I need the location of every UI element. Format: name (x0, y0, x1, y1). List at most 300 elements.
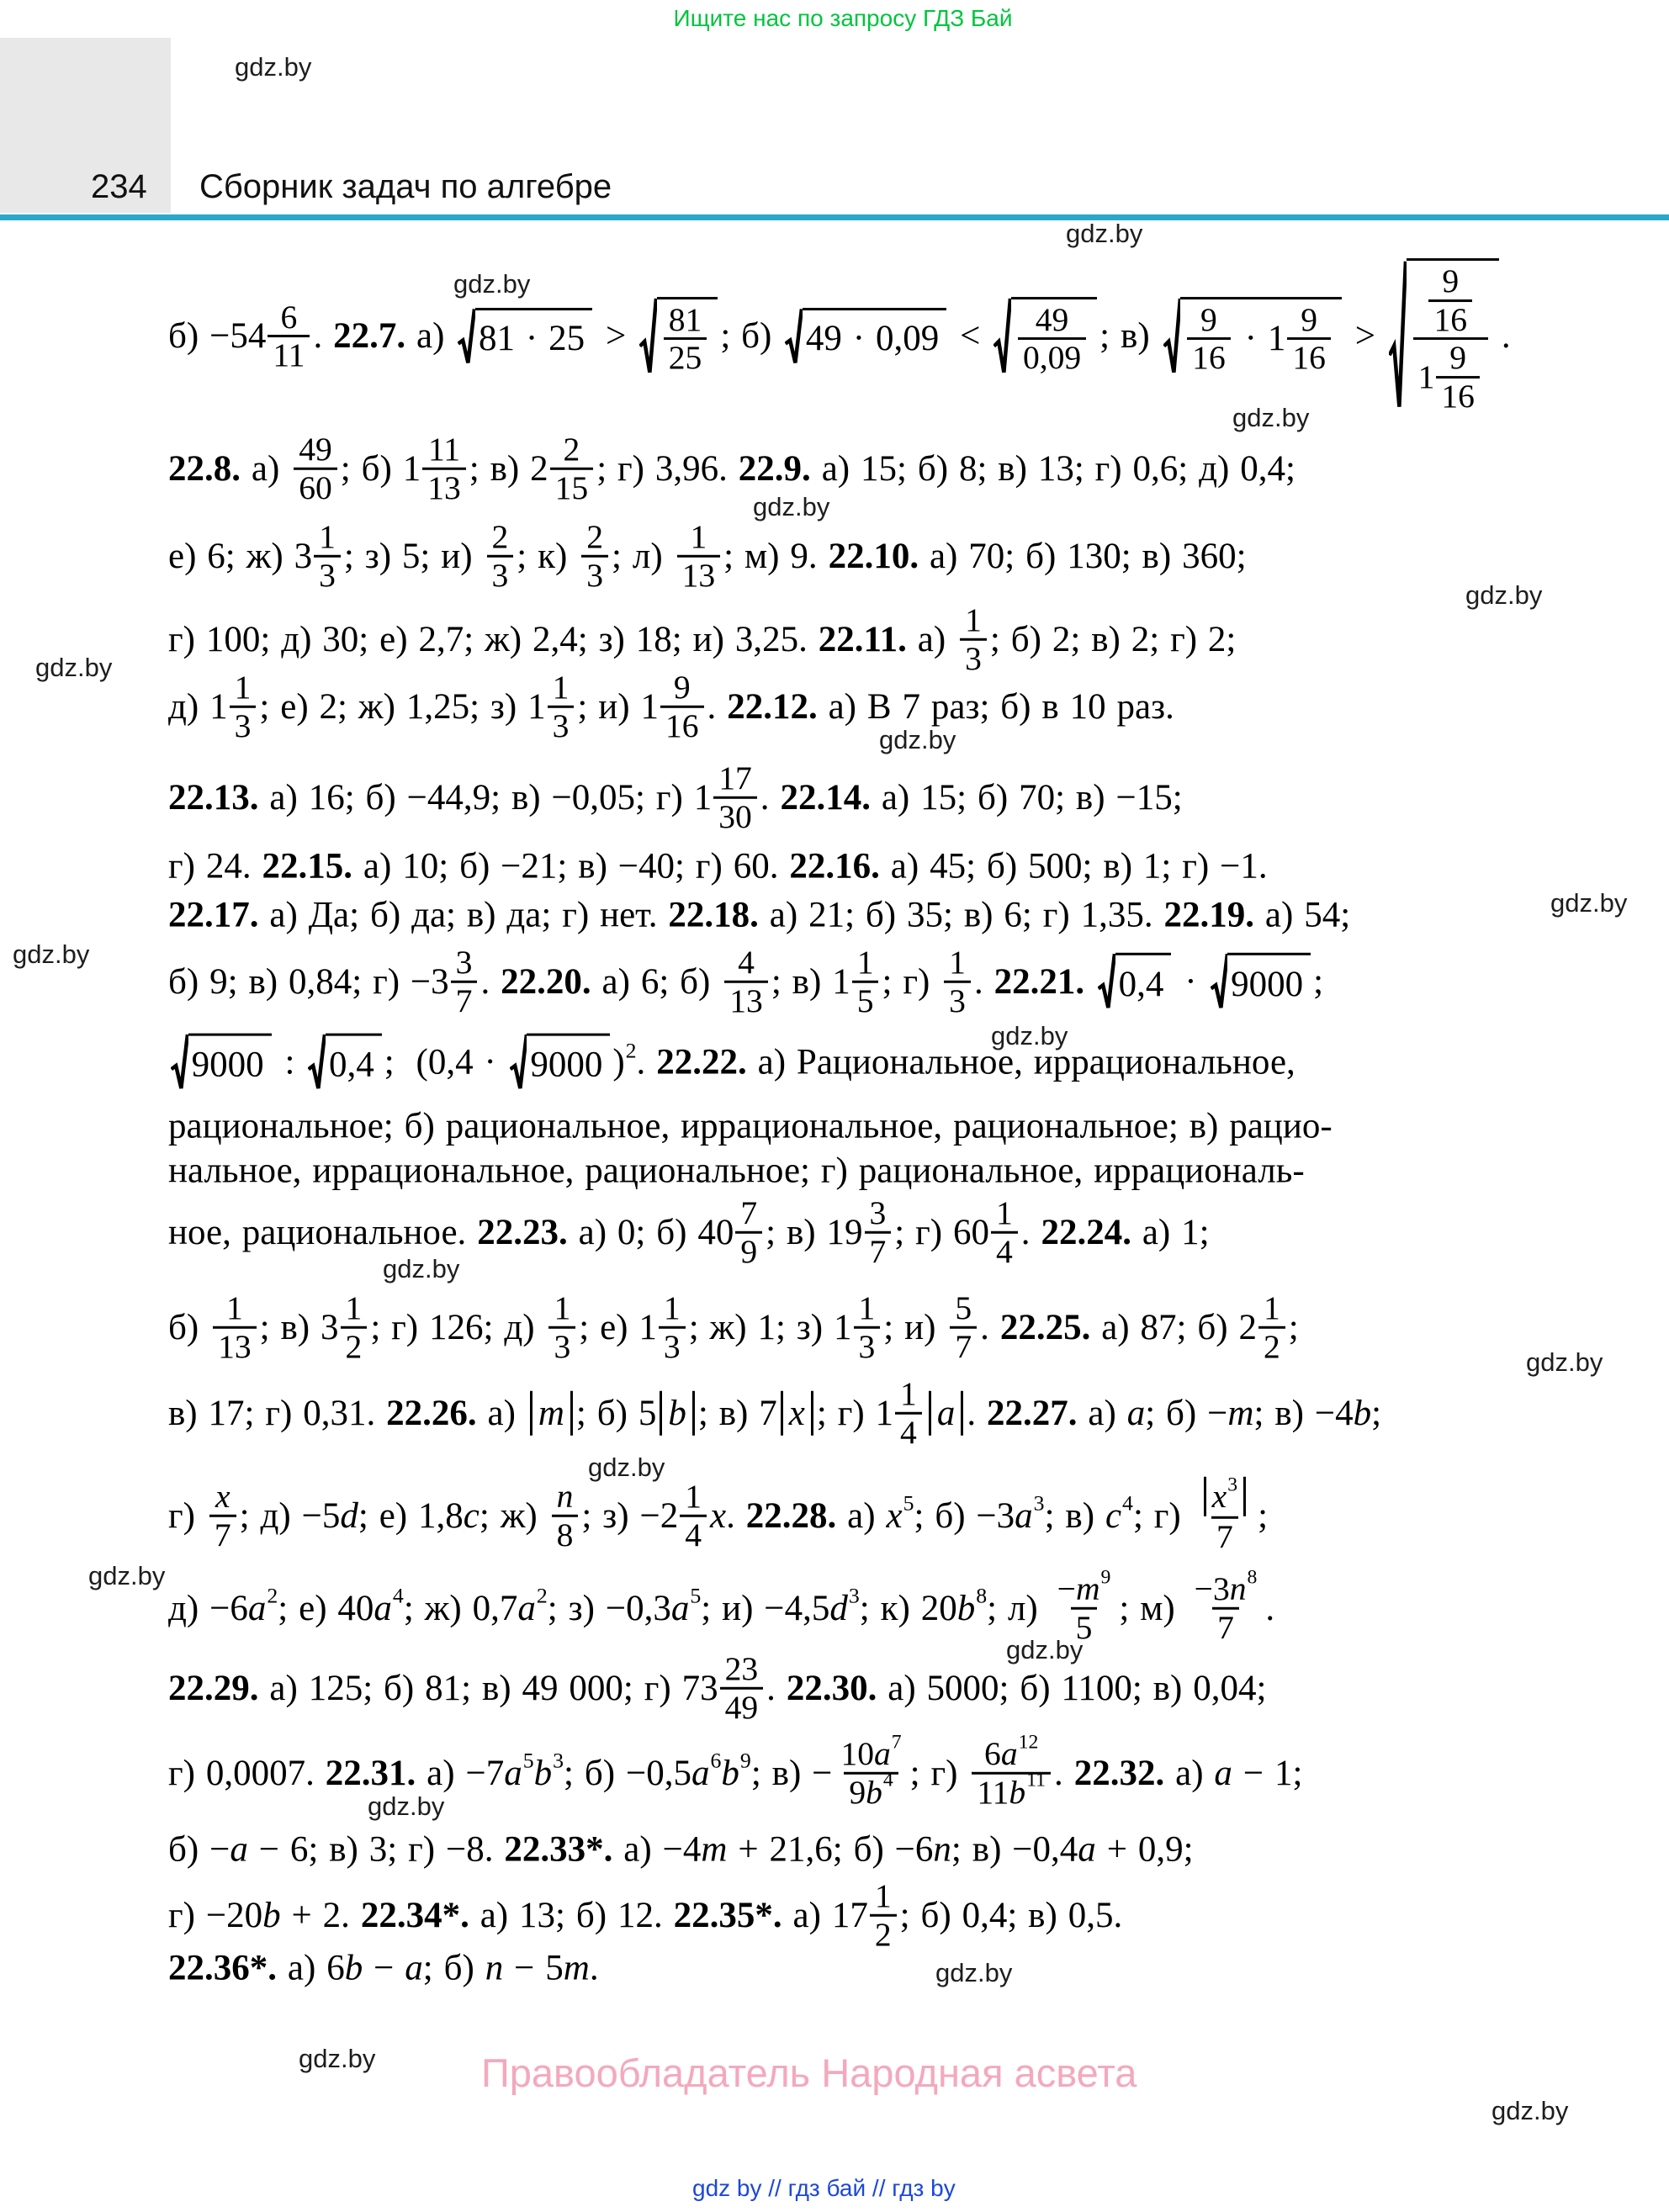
denominator: 16 (1428, 299, 1472, 338)
problem-number: 22.17. (168, 895, 259, 935)
text-run: б) − (168, 316, 230, 357)
problem-number: 22.10. (828, 536, 919, 576)
text-run: ное, рациональное. (168, 1212, 478, 1252)
denominator: 60 (294, 468, 337, 506)
numerator (835, 1731, 906, 1772)
denominator (1212, 1607, 1239, 1646)
text-run: − (1057, 1569, 1076, 1607)
sqrt-expression (1389, 258, 1499, 415)
whole-part: 1 (209, 686, 228, 727)
fraction (213, 1290, 257, 1364)
numerator: 9 (1301, 300, 1317, 338)
answers-line-16 (168, 1474, 1269, 1555)
text-run: ; з) 5; и) (343, 536, 484, 576)
text-run: а) Да; б) да; в) да; г) нет. (258, 895, 669, 935)
radicand (657, 297, 718, 376)
text-run: а) (906, 619, 957, 659)
sqrt-expression (171, 1034, 272, 1092)
text-run: ; ж) (479, 1495, 548, 1536)
text-run: ; в) (1044, 1495, 1105, 1536)
numerator: 7 (740, 1193, 758, 1231)
superscript: 9 (1100, 1566, 1111, 1589)
denominator: 49 (720, 1687, 764, 1726)
text-run: . (967, 1393, 987, 1433)
sqrt-expression (458, 308, 592, 366)
text-run: ; в) −4 (1253, 1393, 1354, 1433)
sqrt-expression (1163, 297, 1342, 376)
fraction (1287, 302, 1331, 376)
superscript: 3 (1227, 1474, 1238, 1496)
problem-number: 22.23. (477, 1212, 568, 1252)
variable: b (344, 1948, 363, 1988)
denominator: 9 (735, 1231, 762, 1270)
watermark: gdz.by (1232, 403, 1310, 432)
fraction (1189, 1566, 1263, 1646)
text-run: · (1174, 961, 1208, 1002)
numerator: 49 (299, 430, 332, 468)
text-run: . (313, 316, 334, 357)
watermark: gdz.by (1066, 219, 1143, 248)
text-run: −3 (1194, 1569, 1230, 1607)
fraction (972, 1731, 1051, 1811)
numerator: 81 (668, 300, 702, 338)
numerator: 17 (718, 759, 752, 796)
fraction (659, 1290, 686, 1364)
whole-part: 73 (681, 1668, 718, 1708)
denominator: 3 (548, 1326, 575, 1365)
text-run: ; ж) 1; з) (688, 1307, 834, 1347)
radical-icon (458, 308, 475, 366)
text-run: 9000 (191, 1045, 264, 1085)
numerator: 2 (586, 517, 604, 555)
text-run: ; з) − (581, 1495, 660, 1536)
numerator: 3 (869, 1193, 887, 1231)
text-run: а) В 7 раз; б) в 10 раз. (817, 686, 1174, 727)
answers-line-18 (168, 1651, 1266, 1725)
text-run: ; б) 5 (575, 1393, 657, 1433)
fraction (581, 519, 608, 593)
mixed-number (321, 1290, 370, 1364)
numerator: 1 (1263, 1289, 1280, 1326)
denominator: 4 (680, 1515, 707, 1553)
text-run: а) −7 (416, 1753, 505, 1793)
variable: m (1227, 1393, 1254, 1433)
fraction (1052, 1566, 1116, 1646)
radical-icon (1211, 953, 1228, 1011)
answers-line-5 (168, 669, 1174, 744)
variable: a (1214, 1753, 1232, 1793)
denominator: 5 (852, 981, 879, 1019)
variable: c (1105, 1495, 1122, 1536)
variable: x (1211, 1477, 1227, 1515)
answers-line-8 (168, 894, 1350, 935)
answers-line-13 (168, 1195, 1210, 1269)
superscript: 4 (1122, 1490, 1133, 1516)
variable: n (556, 1477, 574, 1515)
variable: b (956, 1588, 976, 1628)
text-run: − 1; (1232, 1753, 1303, 1793)
text-run: 8 (556, 1516, 574, 1553)
radical-icon (510, 1034, 527, 1092)
numerator (1189, 1566, 1263, 1607)
text-run: в) 17; г) 0,31. (168, 1393, 387, 1433)
superscript: 5 (903, 1490, 914, 1516)
text-run: ; е) 40 (278, 1588, 374, 1628)
radical-icon (308, 1034, 326, 1092)
whole-part: 60 (953, 1212, 989, 1252)
problem-number: 22.30. (786, 1668, 877, 1708)
text-run: > (1343, 316, 1386, 357)
text-run: а) 15; б) 70; в) −15; (870, 777, 1183, 818)
numerator: 4 (738, 943, 755, 981)
text-run: ; г) 3,96. (596, 448, 739, 489)
text-run: ; в) (1099, 316, 1161, 357)
variable: n (485, 1948, 504, 1988)
footer-links: gdz by // гдз бай // гдз by (692, 2175, 956, 2201)
numerator: 9 (673, 668, 691, 706)
whole-part: 1 (693, 777, 713, 818)
text-run: а) (1077, 1393, 1127, 1433)
absolute-value (530, 1390, 573, 1435)
text-run: а) Рациональное, иррациональное, (746, 1042, 1295, 1082)
denominator: 3 (960, 638, 987, 677)
numerator: 1 (996, 1193, 1013, 1231)
text-run: . (726, 1495, 746, 1536)
denominator: 3 (487, 555, 514, 594)
denominator: 4 (895, 1412, 922, 1451)
mixed-number (530, 431, 596, 505)
text-run: ; б) −3 (914, 1495, 1015, 1536)
numerator: 1 (554, 1289, 571, 1326)
answers-line-4 (168, 602, 1236, 676)
denominator: 13 (724, 981, 768, 1019)
numerator: 1 (856, 943, 874, 981)
radical-icon (639, 297, 657, 376)
fraction (230, 669, 257, 744)
sqrt-expression (308, 1034, 381, 1092)
variable: a (1000, 1734, 1018, 1772)
variable: m (538, 1393, 564, 1433)
fraction (548, 669, 575, 744)
denominator: 25 (664, 338, 707, 377)
watermark: gdz.by (588, 1453, 665, 1482)
text-run: ; б) −0,5 (564, 1753, 691, 1793)
text-run: г) −20 (168, 1895, 263, 1935)
superscript: 3 (848, 1583, 860, 1608)
text-run: а) 1; (1131, 1212, 1210, 1252)
problem-number: 22.26. (386, 1393, 477, 1433)
variable: d (829, 1588, 848, 1628)
numerator: 5 (955, 1289, 972, 1326)
numerator: 11 (427, 430, 461, 468)
text-run: 11 (977, 1773, 1009, 1811)
watermark: gdz.by (879, 725, 956, 754)
mixed-number (827, 1195, 895, 1269)
numerator (1420, 263, 1481, 337)
text-run: ; з) −0,3 (547, 1588, 671, 1628)
problem-number: 22.31. (325, 1753, 416, 1793)
answers-line-15 (168, 1376, 1381, 1450)
text-run: . (480, 961, 501, 1002)
text-run: ; е) 2; ж) 1,25; з) (259, 686, 528, 727)
denominator: 11 (268, 336, 310, 374)
denominator: 3 (548, 706, 575, 744)
text-run: ; к) 20 (859, 1588, 957, 1628)
denominator (1413, 338, 1488, 415)
watermark: gdz.by (1526, 1347, 1603, 1377)
text-run: ; и) (577, 686, 641, 727)
superscript: 9 (739, 1748, 751, 1773)
absolute-value (781, 1390, 813, 1435)
fraction (991, 1195, 1018, 1269)
fraction (209, 1479, 236, 1553)
fraction (1018, 302, 1086, 376)
watermark: gdz.by (453, 269, 531, 299)
absolute-value (660, 1390, 695, 1435)
mixed-number (1418, 341, 1483, 415)
whole-part: 2 (660, 1495, 679, 1536)
superscript: 3 (1033, 1490, 1045, 1516)
superscript: 7 (891, 1731, 902, 1754)
fraction (314, 519, 341, 593)
text-run: ; е) (579, 1307, 639, 1347)
text-run: ; д) −5 (239, 1495, 341, 1536)
numerator (210, 1479, 236, 1515)
variable: b (1009, 1773, 1026, 1811)
text-run: а) 10; б) −21; в) −40; г) 60. (352, 846, 790, 886)
whole-part: 1 (402, 448, 421, 489)
text-run: а) 0; б) (567, 1212, 698, 1252)
text-run: д) −6 (168, 1588, 248, 1628)
text-run: . (766, 1668, 787, 1708)
numerator: 1 (690, 517, 707, 555)
variable: a (691, 1753, 710, 1793)
variable: a (1015, 1495, 1033, 1536)
superscript: 2 (536, 1583, 548, 1608)
superscript: 12 (1018, 1731, 1039, 1754)
fraction (950, 1290, 977, 1364)
text-run: : (273, 1042, 306, 1082)
text-run: ; б) (422, 1948, 485, 1988)
sqrt-expression (510, 1034, 611, 1092)
text-run: д) (168, 686, 210, 727)
fraction (451, 945, 478, 1019)
denominator: 16 (1436, 376, 1480, 415)
superscript: 8 (976, 1583, 988, 1608)
text-run: а) (1164, 1753, 1215, 1793)
whole-part: 1 (1417, 358, 1435, 396)
superscript: 8 (1247, 1566, 1258, 1589)
denominator: 0,09 (1018, 338, 1086, 377)
radicand (1115, 953, 1172, 1011)
text-run: а) 21; б) 35; в) 6; г) 1,35. (758, 895, 1164, 935)
watermark: gdz.by (753, 492, 830, 521)
fraction (1428, 263, 1472, 337)
numerator: 1 (552, 668, 570, 706)
fraction (1436, 341, 1480, 415)
sqrt-expression (993, 297, 1097, 376)
book-title: Сборник задач по алгебре (199, 168, 612, 205)
radicand (326, 1034, 382, 1092)
denominator: 7 (950, 1326, 977, 1365)
answers-line-3 (168, 519, 1247, 593)
text-run: ; в) − (750, 1753, 833, 1793)
variable: b (262, 1895, 281, 1935)
denominator: 3 (659, 1326, 686, 1365)
text-run: . (973, 961, 994, 1002)
text-run: ; г) (894, 1212, 953, 1252)
denominator: 4 (991, 1231, 1018, 1270)
mixed-number (682, 1651, 767, 1725)
whole-part: 2 (1238, 1307, 1257, 1347)
text-run: + 0,9; (1095, 1829, 1194, 1870)
fraction (1258, 1290, 1285, 1364)
text-run: г) 24. (168, 846, 262, 886)
denominator: 13 (677, 555, 721, 594)
mixed-number (209, 669, 259, 744)
watermark: gdz.by (1550, 888, 1628, 918)
radicand (1011, 297, 1097, 376)
mixed-number (403, 431, 469, 505)
problem-number: 22.22. (656, 1042, 747, 1082)
superscript: 6 (710, 1748, 722, 1773)
numerator: 1 (234, 668, 252, 706)
fraction (720, 1651, 764, 1725)
absolute-value (929, 1390, 964, 1435)
text-run: а) −4 (612, 1829, 702, 1870)
text-run: ; ж) 0,7 (403, 1588, 518, 1628)
text-run: а) 87; б) (1090, 1307, 1239, 1347)
problem-number: 22.7. (333, 316, 406, 357)
text-run: − 5 (503, 1948, 564, 1988)
text-run: ; б) − (1145, 1393, 1228, 1433)
watermark: gdz.by (1465, 580, 1543, 610)
radicand (1227, 953, 1311, 1011)
answers-line-9 (168, 945, 1323, 1019)
numerator: 9 (1449, 339, 1467, 377)
variable: n (1229, 1569, 1247, 1607)
text-run: 5 (1075, 1608, 1093, 1646)
fraction (852, 945, 879, 1019)
text-run: а) 45; б) 500; в) 1; г) −1. (879, 846, 1268, 886)
whole-part: 1 (640, 686, 659, 727)
variable: d (340, 1495, 358, 1536)
whole-part: 3 (321, 1307, 339, 1347)
text-run: ; л) (612, 536, 674, 576)
radical-icon (1163, 297, 1181, 376)
mixed-number (527, 669, 577, 744)
fraction (944, 945, 971, 1019)
variable: n (933, 1829, 951, 1870)
mixed-number (834, 1290, 883, 1364)
answers-line-20 (168, 1828, 1194, 1870)
answers-line-22 (168, 1947, 599, 1988)
text-run: ; в) (469, 448, 531, 489)
numerator (1052, 1566, 1116, 1607)
numerator: 1 (858, 1289, 876, 1326)
denominator (844, 1769, 898, 1811)
mixed-number (640, 669, 707, 744)
problem-number: 22.19. (1163, 895, 1254, 935)
text-run: а) 70; б) 130; в) 360; (919, 536, 1247, 576)
problem-number: 22.29. (168, 1668, 259, 1708)
text-run: . (589, 1948, 599, 1988)
numerator (552, 1479, 579, 1515)
text-run: а) 13; б) 12. (469, 1895, 674, 1935)
denominator: 3 (230, 706, 257, 744)
whole-part: 1 (832, 961, 850, 1002)
whole-part: 2 (530, 448, 548, 489)
text-run: 0,4 (329, 1045, 374, 1085)
denominator (552, 1515, 579, 1553)
whole-part: 1 (834, 1307, 852, 1347)
watermark: gdz.by (35, 653, 113, 682)
header-rule (0, 214, 1669, 220)
superscript: 2 (267, 1583, 278, 1608)
text-run: а) 5000; б) 1100; в) 0,04; (877, 1668, 1267, 1708)
text-run: а) (836, 1495, 887, 1536)
fraction (552, 1479, 579, 1553)
denominator: 3 (581, 555, 608, 594)
watermark: gdz.by (1492, 2096, 1569, 2125)
answers-line-19 (168, 1731, 1303, 1811)
text-run: е) 6; ж) (168, 536, 294, 576)
answers-line-7 (168, 845, 1268, 886)
variable: b (721, 1753, 739, 1793)
text-run: ; г) (1132, 1495, 1192, 1536)
page-number: 234 (91, 168, 147, 205)
fraction (268, 299, 310, 373)
text-run: ; г) (909, 1753, 969, 1793)
absolute-value (1204, 1474, 1246, 1516)
problem-number: 22.21. (993, 961, 1085, 1002)
numerator: 1 (319, 517, 336, 555)
text-run: . (760, 777, 781, 818)
answers-line-14 (168, 1290, 1299, 1364)
text-run: ; в) (771, 961, 833, 1002)
text-run: . (1501, 316, 1511, 357)
copyright-notice: Правообладатель Народная асвета (481, 2051, 1137, 2095)
text-run: ; (1288, 1307, 1299, 1347)
problem-number: 22.11. (818, 619, 907, 659)
text-run: б) (168, 1307, 210, 1347)
text-run: 6 (984, 1734, 1001, 1772)
answers-line-1 (168, 258, 1511, 415)
variable: x (215, 1477, 230, 1515)
text-run: ; л) (987, 1588, 1049, 1628)
problem-number: 22.18. (668, 895, 759, 935)
whole-part: 40 (697, 1212, 734, 1252)
fraction (895, 1376, 922, 1450)
watermark: gdz.by (368, 1791, 445, 1821)
watermark: gdz.by (13, 939, 90, 969)
fraction (660, 669, 704, 744)
text-run: ; (1371, 1393, 1382, 1433)
denominator: 3 (314, 555, 341, 594)
problem-number: 22.13. (168, 777, 259, 818)
denominator: 3 (944, 981, 971, 1019)
fraction (422, 431, 466, 505)
text-run: ; в) (766, 1212, 827, 1252)
text-run (1084, 960, 1095, 1002)
problem-number: 22.35*. (673, 1895, 782, 1935)
problem-number: 22.34*. (360, 1895, 469, 1935)
text-run: ; б) (340, 448, 403, 489)
text-run: ; в) (259, 1307, 321, 1347)
denominator (972, 1769, 1051, 1811)
fraction (835, 1731, 906, 1811)
text-run: . (1265, 1588, 1275, 1628)
